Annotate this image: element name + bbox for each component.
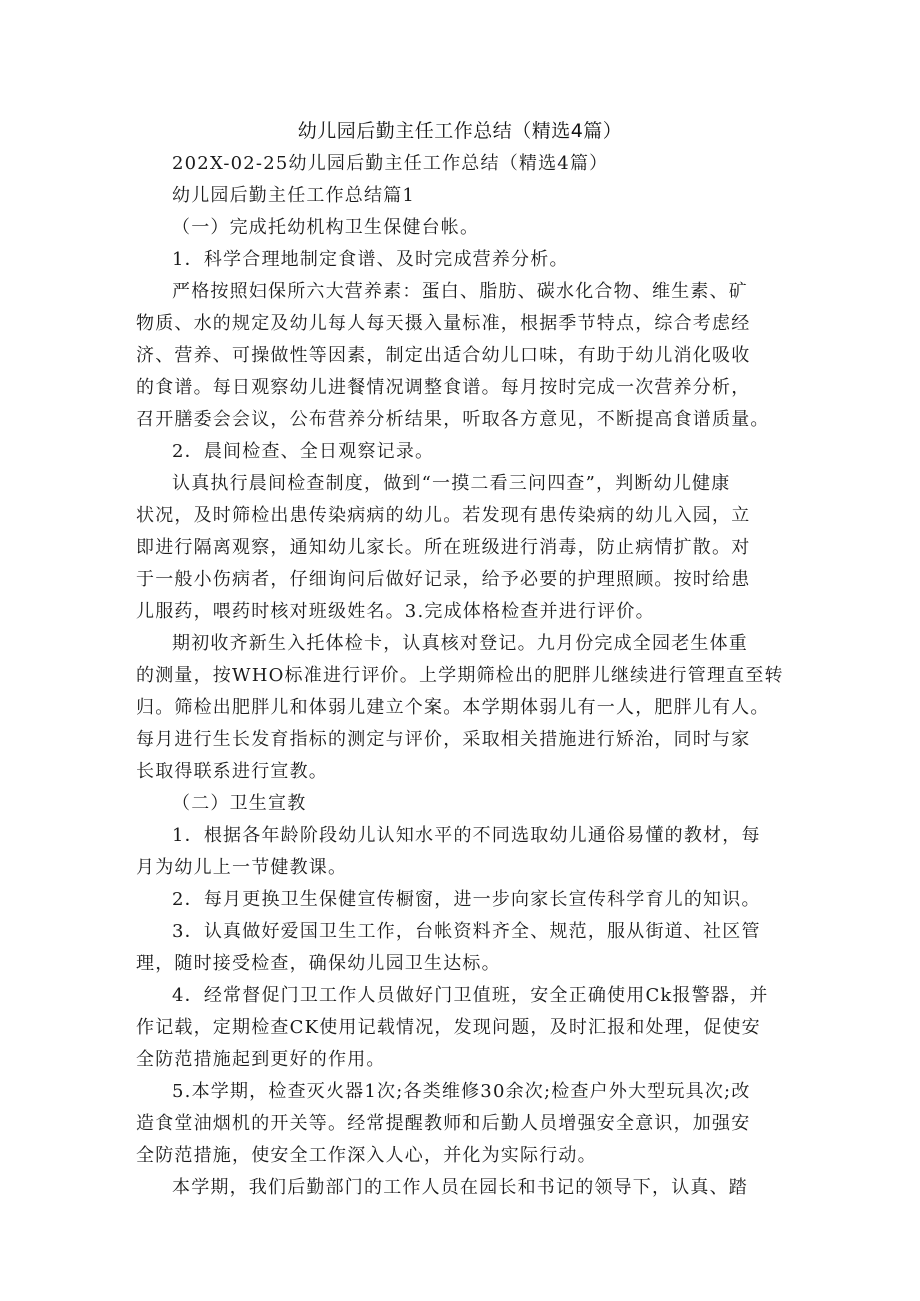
text-line: 即进行隔离观察，通知幼儿家长。所在班级进行消毒，防止病情扩散。对	[136, 537, 751, 558]
text-line: 全防范措施，使安全工作深入人心，并化为实际行动。	[136, 1145, 597, 1166]
text-line: 2．每月更换卫生保健宣传橱窗，进一步向家长宣传科学育儿的知识。	[172, 889, 761, 910]
text-line: 全防范措施起到更好的作用。	[136, 1049, 386, 1070]
document-title: 幼儿园后勤主任工作总结（精选4篇）	[297, 120, 623, 142]
text-line: 的食谱。每日观察幼儿进餐情况调整食谱。每月按时完成一次营养分析，	[136, 377, 751, 398]
text-line: 造食堂油烟机的开关等。经常提醒教师和后勤人员增强安全意识，加强安	[136, 1113, 751, 1134]
text-line: 4．经常督促门卫工作人员做好门卫值班，安全正确使用Ck报警器，并	[172, 985, 769, 1006]
document-body	[136, 148, 792, 1204]
text-line: 本学期，我们后勤部门的工作人员在园长和书记的领导下，认真、踏	[172, 1177, 748, 1198]
text-line: 物质、水的规定及幼儿每人每天摄入量标准，根据季节特点，综合考虑经	[136, 313, 751, 334]
text-line: 月为幼儿上一节健教课。	[136, 857, 348, 878]
text-line: 202X-02-25幼儿园后勤主任工作总结（精选4篇）	[172, 153, 609, 174]
text-line: （一）完成托幼机构卫生保健台帐。	[172, 217, 480, 238]
text-line: 理，随时接受检查，确保幼儿园卫生达标。	[136, 953, 501, 974]
text-line: 每月进行生长发育指标的测定与评价，采取相关措施进行矫治，同时与家	[136, 729, 751, 750]
text-line: 1．根据各年龄阶段幼儿认知水平的不同选取幼儿通俗易懂的教材，每	[172, 825, 761, 846]
text-line: 济、营养、可操做性等因素，制定出适合幼儿口味，有助于幼儿消化吸收	[136, 345, 751, 366]
text-line: 的测量，按WHO标准进行评价。上学期筛检出的肥胖儿继续进行管理直至转	[136, 665, 784, 686]
text-line: 严格按照妇保所六大营养素：蛋白、脂肪、碳水化合物、维生素、矿	[172, 281, 748, 302]
text-line: （二）卫生宣教	[172, 793, 307, 814]
text-line: 长取得联系进行宣教。	[136, 761, 328, 782]
text-line: 儿服药，喂药时核对班级姓名。3.完成体格检查并进行评价。	[136, 601, 655, 622]
text-line: 状况，及时筛检出患传染病病的幼儿。若发现有患传染病的幼儿入园，立	[136, 505, 751, 526]
text-line: 认真执行晨间检查制度，做到“一摸二看三问四查”，判断幼儿健康	[172, 473, 731, 494]
text-line: 作记载，定期检查CK使用记载情况，发现问题，及时汇报和处理，促使安	[136, 1017, 761, 1038]
text-line: 5.本学期，检查灭火器1次;各类维修30余次;检查户外大型玩具次;改	[172, 1081, 751, 1102]
text-line: 归。筛检出肥胖儿和体弱儿建立个案。本学期体弱儿有一人，肥胖儿有人。	[136, 697, 770, 718]
text-line: 幼儿园后勤主任工作总结篇1	[172, 185, 416, 206]
text-line: 2．晨间检查、全日观察记录。	[172, 441, 435, 462]
text-line: 1．科学合理地制定食谱、及时完成营养分析。	[172, 249, 569, 270]
text-line: 于一般小伤病者，仔细询问后做好记录，给予必要的护理照顾。按时给患	[136, 569, 751, 590]
text-line: 期初收齐新生入托体检卡，认真核对登记。九月份完成全园老生体重	[172, 633, 748, 654]
text-line: 召开膳委会会议，公布营养分析结果，听取各方意见，不断提高食谱质量。	[136, 409, 770, 430]
text-line: 3．认真做好爱国卫生工作，台帐资料齐全、规范，服从街道、社区管	[172, 921, 761, 942]
